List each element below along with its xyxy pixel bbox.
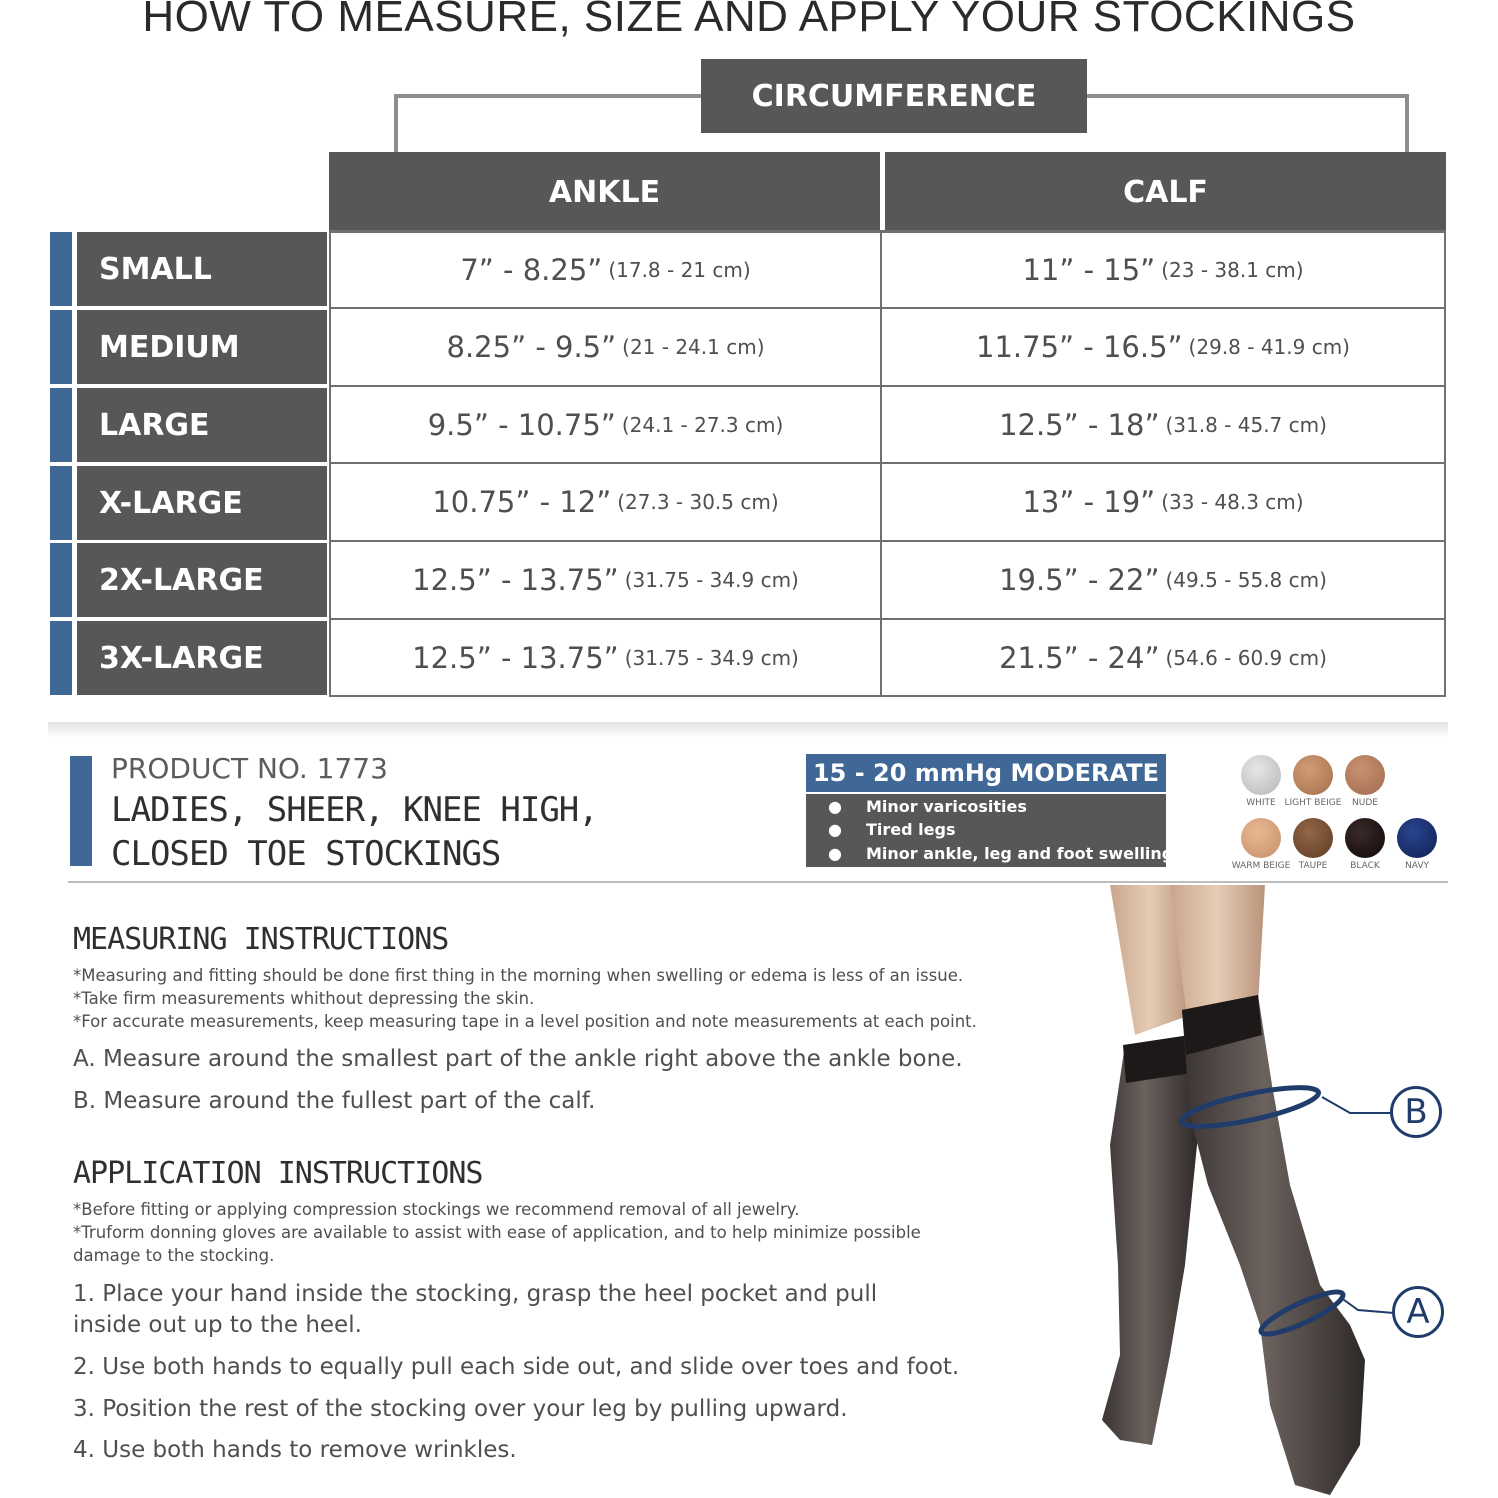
ankle-cell-x-large: 10.75” - 12” (27.3 - 30.5 cm) [432,485,779,519]
application-step-3: 3. Position the rest of the stocking over your leg by pulling upward. [73,1396,848,1422]
product-name-line2: CLOSED TOE STOCKINGS [111,834,501,874]
swatch-taupe[interactable] [1293,818,1333,858]
callout-b-leader [1322,1097,1392,1113]
circumference-bracket-right [1085,94,1409,154]
front-leg-stocking [1182,995,1365,1495]
column-header-calf: CALF [885,152,1446,232]
row-accent-bar [50,621,72,695]
product-accent-bar [70,756,92,866]
compression-indications [806,794,1174,867]
section-divider [68,881,1448,883]
swatch-light-beige[interactable] [1293,755,1333,795]
measuring-step-a: A. Measure around the smallest part of the ankle right above the ankle bone. [73,1046,963,1072]
measuring-step-b: B. Measure around the fullest part of the calf. [73,1088,596,1114]
application-note: damage to the stocking. [73,1246,275,1265]
measuring-note: *Take firm measurements whithout depressing the skin. [73,989,535,1008]
back-leg-stocking [1102,1035,1198,1445]
application-instructions-title: APPLICATION INSTRUCTIONS [73,1156,483,1191]
bullet-icon: ● [828,844,842,863]
calf-cell-2x-large: 19.5” - 22” (49.5 - 55.8 cm) [999,563,1327,597]
swatch-label-white: WHITE [1246,798,1276,808]
row-accent-bar [50,466,72,540]
application-step-2: 2. Use both hands to equally pull each side out, and slide over toes and foot. [73,1354,960,1380]
indication-item: Minor varicosities [866,797,1027,816]
size-label-2x-large: 2X-LARGE [77,543,327,617]
measuring-note: *For accurate measurements, keep measuring tape in a level position and note measurements at each point. [73,1012,977,1031]
swatch-label-taupe: TAUPE [1298,861,1328,871]
measuring-note: *Measuring and fitting should be done first thing in the morning when swelling or edema is less of an issue. [73,966,964,985]
swatch-warm-beige[interactable] [1241,818,1281,858]
application-note: *Before fitting or applying compression stockings we recommend removal of all jewelry. [73,1200,800,1219]
ankle-cell-2x-large: 12.5” - 13.75” (31.75 - 34.9 cm) [412,563,799,597]
ankle-cell-small: 7” - 8.25” (17.8 - 21 cm) [460,253,751,287]
application-step-1: 1. Place your hand inside the stocking, grasp the heel pocket and pull [73,1281,878,1307]
size-label-x-large: X-LARGE [77,466,327,540]
size-label-3x-large: 3X-LARGE [77,621,327,695]
swatch-label-warm-beige: WARM BEIGE [1231,861,1291,871]
row-accent-bar [50,232,72,306]
swatch-label-light-beige: LIGHT BEIGE [1284,798,1342,808]
swatch-label-black: BLACK [1350,861,1380,871]
swatch-label-nude: NUDE [1352,798,1378,808]
section-shadow-divider [48,722,1448,738]
swatch-label-navy: NAVY [1405,861,1429,871]
column-header-ankle: ANKLE [329,152,880,232]
callout-a-leader [1340,1297,1394,1313]
application-note: *Truform donning gloves are available to assist with ease of application, and to help minimize possible [73,1223,921,1242]
measuring-instructions-title: MEASURING INSTRUCTIONS [73,922,449,957]
calf-cell-large: 12.5” - 18” (31.8 - 45.7 cm) [999,408,1327,442]
compression-level-header: 15 - 20 mmHg MODERATE [806,754,1166,792]
calf-cell-small: 11” - 15” (23 - 38.1 cm) [1022,253,1304,287]
size-label-large: LARGE [77,388,327,462]
indication-item: Minor ankle, leg and foot swelling [866,844,1174,863]
product-name-line1: LADIES, SHEER, KNEE HIGH, [111,790,598,830]
application-step-4: 4. Use both hands to remove wrinkles. [73,1437,517,1463]
row-accent-bar [50,388,72,462]
calf-cell-medium: 11.75” - 16.5” (29.8 - 41.9 cm) [976,330,1350,364]
swatch-white[interactable] [1241,755,1281,795]
bullet-icon: ● [828,797,842,816]
ankle-cell-medium: 8.25” - 9.5” (21 - 24.1 cm) [446,330,765,364]
circumference-header: CIRCUMFERENCE [701,59,1087,133]
row-accent-bar [50,310,72,384]
bullet-icon: ● [828,820,842,839]
stocking-leg-illustration [1090,885,1490,1498]
size-label-medium: MEDIUM [77,310,327,384]
size-label-small: SMALL [77,232,327,306]
swatch-black[interactable] [1345,818,1385,858]
calf-cell-x-large: 13” - 19” (33 - 48.3 cm) [1022,485,1304,519]
callout-a-marker: A [1392,1286,1444,1338]
calf-cell-3x-large: 21.5” - 24” (54.6 - 60.9 cm) [999,641,1327,675]
page-title: HOW TO MEASURE, SIZE AND APPLY YOUR STOCKINGS [142,0,1356,41]
application-step-1-continued: inside out up to the heel. [73,1312,362,1338]
circumference-bracket-left [394,94,704,154]
ankle-cell-3x-large: 12.5” - 13.75” (31.75 - 34.9 cm) [412,641,799,675]
row-accent-bar [50,543,72,617]
swatch-navy[interactable] [1397,818,1437,858]
ankle-cell-large: 9.5” - 10.75” (24.1 - 27.3 cm) [427,408,784,442]
indication-item: Tired legs [866,820,956,839]
product-number: PRODUCT NO. 1773 [111,752,388,785]
callout-b-marker: B [1390,1086,1442,1138]
swatch-nude[interactable] [1345,755,1385,795]
legs-svg [1090,885,1490,1498]
